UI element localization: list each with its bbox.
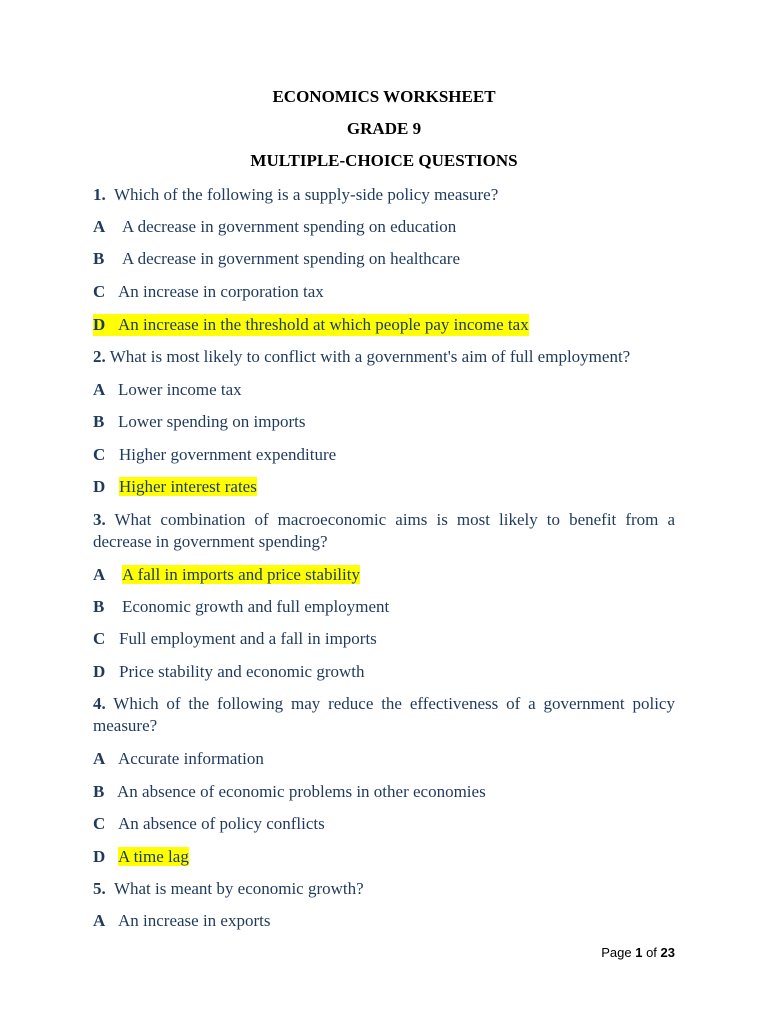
option-letter: C xyxy=(93,445,106,464)
option-2a xyxy=(93,379,242,401)
option-2c xyxy=(93,444,336,466)
option-text: Accurate information xyxy=(118,749,264,768)
question-number: 2. xyxy=(93,347,106,366)
option-text-answer: Higher interest rates xyxy=(119,477,257,496)
question-text: Which of the following may reduce the effectiveness of a government policy measure? xyxy=(93,694,675,735)
option-letter: A xyxy=(93,749,106,768)
option-2d xyxy=(93,476,257,498)
option-letter: C xyxy=(93,814,106,833)
option-text: A decrease in government spending on healthcare xyxy=(122,249,460,268)
page-word: Page xyxy=(601,945,632,960)
option-letter: B xyxy=(93,412,105,431)
option-text: Lower spending on imports xyxy=(118,412,306,431)
option-text: Higher government expenditure xyxy=(119,445,337,464)
option-letter: C xyxy=(93,282,106,301)
question-3 xyxy=(93,509,675,553)
of-word: of xyxy=(646,945,657,960)
question-number: 3. xyxy=(93,510,106,529)
option-5a xyxy=(93,910,270,932)
question-5 xyxy=(93,878,364,900)
option-1b xyxy=(93,248,460,270)
option-3a xyxy=(93,564,360,586)
option-text: An absence of economic problems in other economies xyxy=(117,782,486,801)
option-1d-answer xyxy=(93,314,529,336)
option-3b xyxy=(93,596,389,618)
option-letter: A xyxy=(93,911,106,930)
option-text: Price stability and economic growth xyxy=(119,662,365,681)
option-letter: A xyxy=(93,217,106,236)
worksheet-title: ECONOMICS WORKSHEET xyxy=(272,87,496,106)
option-text: An increase in exports xyxy=(118,911,271,930)
question-4 xyxy=(93,693,675,737)
option-4a xyxy=(93,748,264,770)
question-text: What is meant by economic growth? xyxy=(113,879,364,898)
option-letter: A xyxy=(93,565,106,584)
option-letter: D xyxy=(93,477,106,496)
page-number-footer xyxy=(601,945,675,960)
question-text: Which of the following is a supply-side policy measure? xyxy=(113,185,499,204)
question-number: 1. xyxy=(93,185,106,204)
option-text: A decrease in government spending on education xyxy=(122,217,457,236)
section-heading: MULTIPLE-CHOICE QUESTIONS xyxy=(250,151,518,170)
total-pages: 23 xyxy=(660,945,675,960)
grade-heading: GRADE 9 xyxy=(346,119,422,138)
option-text: Economic growth and full employment xyxy=(122,597,390,616)
question-number: 4. xyxy=(93,694,106,713)
option-text: An increase in corporation tax xyxy=(118,282,324,301)
option-1a xyxy=(93,216,456,238)
option-3d xyxy=(93,661,365,683)
option-4b xyxy=(93,781,486,803)
option-text: Lower income tax xyxy=(118,380,242,399)
question-text: What is most likely to conflict with a government's aim of full employment? xyxy=(109,347,631,366)
question-number: 5. xyxy=(93,879,106,898)
option-3c xyxy=(93,628,377,650)
option-letter: B xyxy=(93,782,105,801)
option-letter: B xyxy=(93,597,105,616)
option-1c xyxy=(93,281,324,303)
option-letter: D xyxy=(93,847,106,866)
option-text: An absence of policy conflicts xyxy=(118,814,325,833)
option-2b xyxy=(93,411,305,433)
option-letter: D xyxy=(93,315,106,334)
option-4c xyxy=(93,813,325,835)
option-letter: D xyxy=(93,662,106,681)
option-text: An increase in the threshold at which people pay income tax xyxy=(118,315,529,334)
option-letter: C xyxy=(93,629,106,648)
option-letter: A xyxy=(93,380,106,399)
current-page: 1 xyxy=(635,945,643,960)
option-letter: B xyxy=(93,249,105,268)
option-text-answer: A fall in imports and price stability xyxy=(122,565,360,584)
question-1 xyxy=(93,184,498,206)
option-4d xyxy=(93,846,189,868)
question-text: What combination of macroeconomic aims is most likely to benefit from a decrease in government spending? xyxy=(93,510,675,551)
option-text-answer: A time lag xyxy=(118,847,189,866)
question-2 xyxy=(93,346,630,368)
option-text: Full employment and a fall in imports xyxy=(119,629,377,648)
